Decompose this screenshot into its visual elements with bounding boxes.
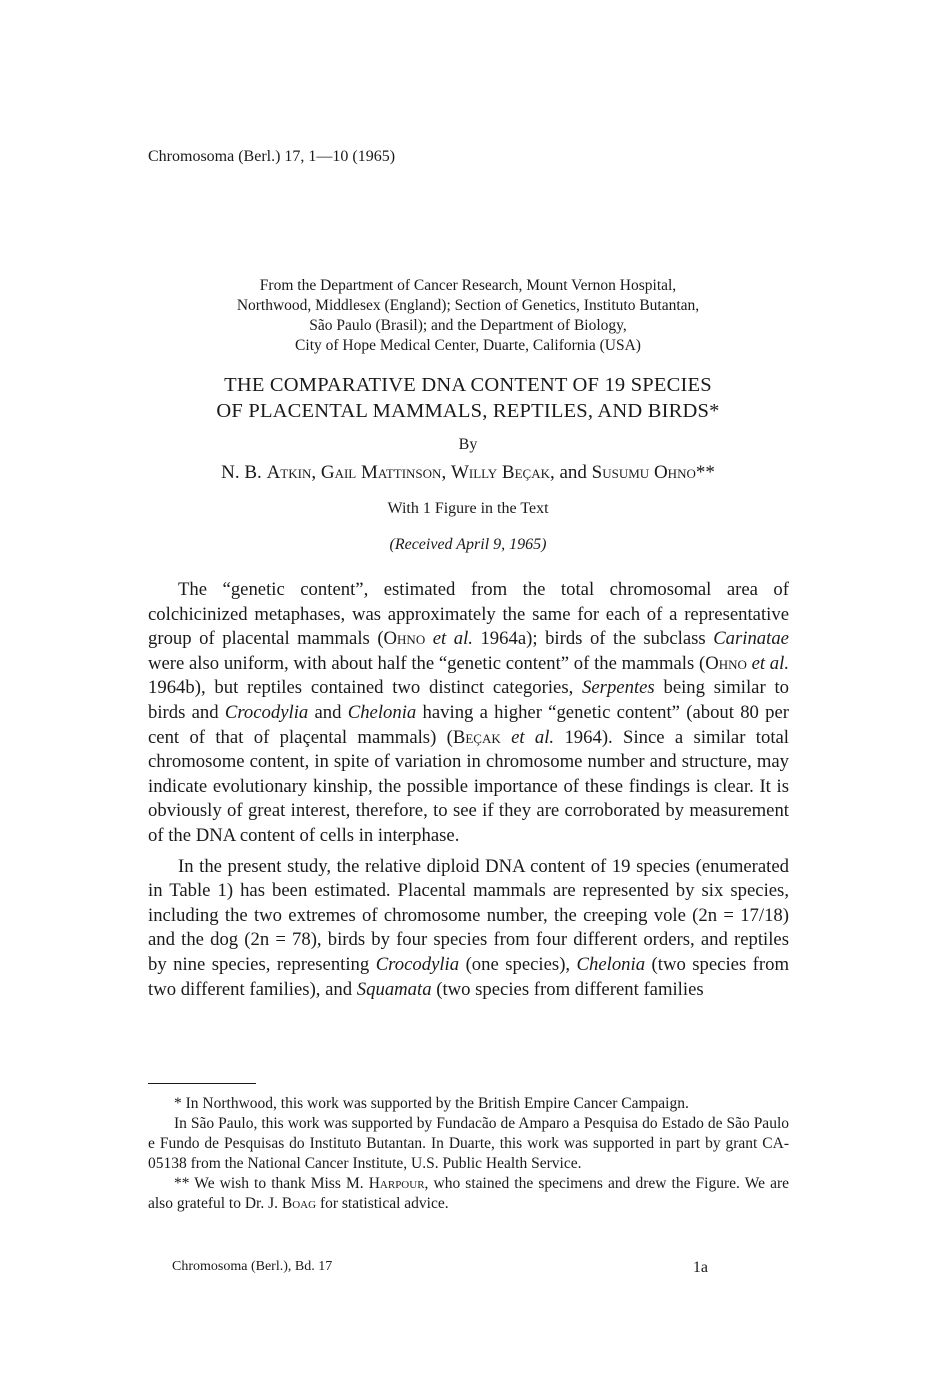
text-run: for statistical advice. <box>316 1195 449 1212</box>
text-run: being similar to birds and <box>148 677 789 723</box>
author-separator: , and <box>549 462 592 483</box>
affiliation-line: Northwood, Middlesex (England); Section of Genetics, Instituto Butantan, <box>236 297 700 314</box>
by-label: By <box>458 436 478 453</box>
author-separator: , <box>311 462 321 483</box>
footnote: In São Paulo, this work was supported by Fundacão de Amparo a Pesquisa do Estado de São Paulo e Fundo de Pesquisas do Instituto Butantan. In Duarte, this work was supported in part by grant CA-05138 from the National Cancer Institute, U.S. Public Health Service. <box>148 1115 789 1172</box>
text-run: were also uniform, with about half the “genetic content” of the mammals ( <box>148 652 706 674</box>
signature-mark: 1a <box>692 1259 708 1276</box>
footnote-mark: ** <box>695 462 715 483</box>
taxon-name: Crocodylia <box>224 701 309 723</box>
running-head: Chromosoma (Berl.) 17, 1—10 (1965) <box>148 148 396 165</box>
text-run: 1964a); birds of the subclass <box>472 628 714 650</box>
footer-journal: Chromosoma (Berl.), Bd. 17 <box>172 1259 333 1274</box>
affiliation-line: São Paulo (Brasil); and the Department of Biology, <box>309 317 627 334</box>
affiliation-block <box>148 276 788 356</box>
author-name: Susumu <box>591 462 650 483</box>
article-title <box>148 372 788 424</box>
author-name: Willy <box>450 462 498 483</box>
received-date: (Received April 9, 1965) <box>389 536 547 553</box>
affiliation-line: From the Department of Cancer Research, Mount Vernon Hospital, <box>259 277 677 294</box>
title-line: THE COMPARATIVE DNA CONTENT OF 19 SPECIES <box>224 374 712 396</box>
taxon-name: Squamata <box>356 978 432 1000</box>
author-separator: , <box>441 462 451 483</box>
author-name: Atkin <box>266 462 312 483</box>
taxon-name: Carinatae <box>713 628 789 650</box>
text-run: (one species), <box>459 953 577 975</box>
figure-note: With 1 Figure in the Text <box>387 500 549 517</box>
text-run-italic: et al. <box>500 726 555 748</box>
article-body <box>148 578 789 1008</box>
text-run: ** We wish to thank Miss M. <box>174 1175 369 1192</box>
text-run-italic: et al. <box>746 652 789 674</box>
text-run: having a higher “genetic content” (about 80 per cent of that of plaçental mammals) ( <box>148 701 790 748</box>
author-list <box>148 462 788 484</box>
text-run: (two species from different families <box>431 978 704 1000</box>
text-run: 1964b), but reptiles contained two distinct categories, <box>148 677 583 699</box>
body-paragraph <box>148 578 789 849</box>
text-run: The “genetic content”, estimated from the total chromosomal area of colchicinized metaphases, was approximately the same for each of a representative group of placental mammals ( <box>148 579 789 650</box>
text-run: (two species from two different families), and <box>148 953 789 1000</box>
body-paragraph <box>148 855 789 1003</box>
title-line: OF PLACENTAL MAMMALS, REPTILES, AND BIRDS* <box>216 400 720 422</box>
author-name: Gail <box>320 462 357 483</box>
text-run: In the present study, the relative diploid DNA content of 19 species (enumerated in Table 1) has been estimated. Placental mammals are represented by six species, including the two extremes of chromosome number, the creeping vole (2n = 17/18) and the dog (2n = 78), birds by four species from four different orders, and reptiles by nine species, representing <box>148 855 789 975</box>
taxon-name: Chelonia <box>347 701 417 723</box>
taxon-name: Crocodylia <box>375 953 460 975</box>
text-run-italic: et al. <box>425 628 473 650</box>
author-name: Ohno <box>653 462 696 483</box>
footnote-divider <box>148 1083 256 1084</box>
affiliation-line: City of Hope Medical Center, Duarte, California (USA) <box>295 337 641 354</box>
footnotes <box>148 1094 789 1214</box>
person-name: Harpour <box>368 1175 425 1192</box>
cited-author: Ohno <box>705 652 747 674</box>
text-run: , who stained the specimens and drew the Figure. We are also grateful to Dr. J. <box>148 1175 789 1212</box>
text-run: 1964). Since a similar total chromosome content, in spite of variation in chromosome number and structure, may indicate evolutionary kinship, the possible importance of these findings is clear. It is obviously of great interest, therefore, to see if they are corroborated by measurement of the DNA content of cells in interphase. <box>148 726 790 846</box>
person-name: Boag <box>281 1195 317 1212</box>
text-run: and <box>308 701 348 723</box>
footnote: * In Northwood, this work was supported by the British Empire Cancer Campaign. <box>174 1095 689 1112</box>
cited-author: Ohno <box>383 628 426 650</box>
cited-author: Beçak <box>452 726 501 748</box>
author-name: Beçak <box>501 462 550 483</box>
footnote <box>148 1174 789 1214</box>
author-initials: N. B. <box>221 462 262 483</box>
page-footer <box>172 1259 708 1277</box>
taxon-name: Serpentes <box>582 677 655 699</box>
taxon-name: Chelonia <box>576 953 646 975</box>
author-name: Mattinson <box>360 462 442 483</box>
